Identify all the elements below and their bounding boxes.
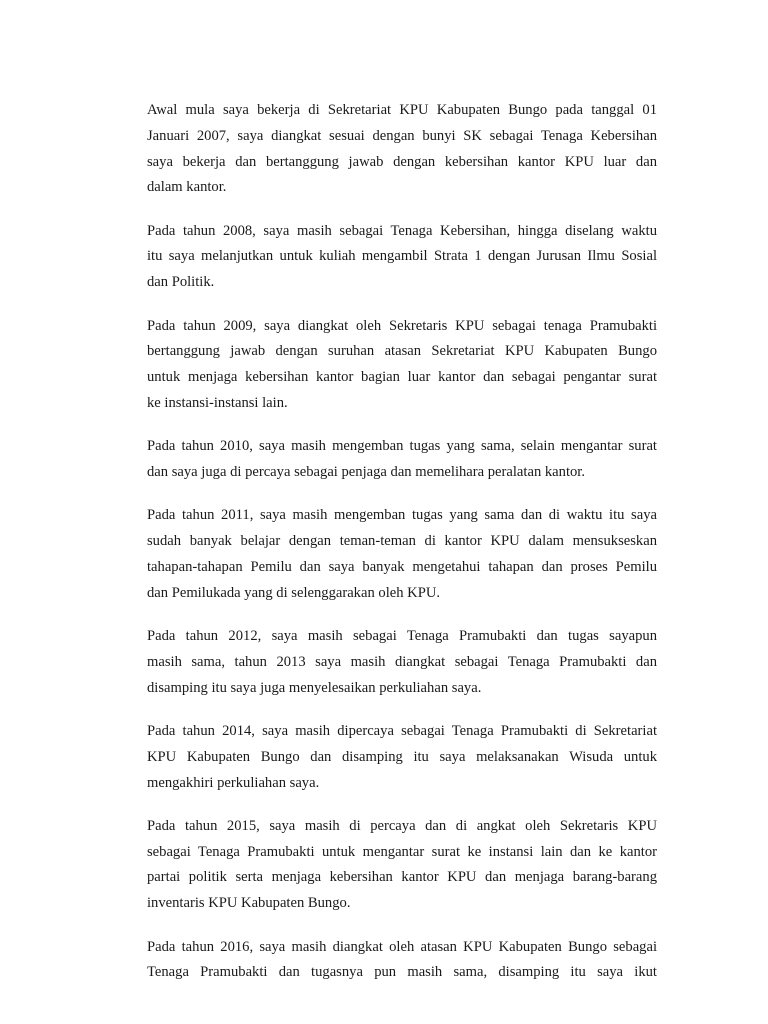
text-line: Pada tahun 2010, saya masih mengemban tugas yang sama, selain mengantar surat	[147, 438, 657, 455]
paragraph-2007	[147, 98, 657, 201]
text-line: Awal mula saya bekerja di Sekretariat KPU Kabupaten Bungo pada tanggal 01	[147, 102, 657, 118]
paragraph-2012	[147, 624, 657, 701]
text-line: sudah banyak belajar dengan teman-teman di kantor KPU dalam mensukseskan	[147, 533, 657, 550]
paragraph-2009	[147, 314, 657, 417]
text-line: Pada tahun 2014, saya masih dipercaya sebagai Tenaga Pramubakti di Sekretariat	[147, 722, 657, 739]
text-line: dan Politik.	[147, 274, 215, 291]
text-line: Pada tahun 2015, saya masih di percaya dan di angkat oleh Sekretaris KPU	[147, 817, 657, 834]
document-body	[147, 98, 657, 1004]
text-line: Januari 2007, saya diangkat sesuai dengan bunyi SK sebagai Tenaga Kebersihan	[147, 127, 657, 144]
text-line: disamping itu saya juga menyelesaikan perkuliahan saya.	[147, 679, 482, 696]
text-line: mengakhiri perkuliahan saya.	[147, 774, 320, 791]
text-line: Pada tahun 2011, saya masih mengemban tugas yang sama dan di waktu itu saya	[147, 507, 657, 524]
text-line: tahapan-tahapan Pemilu dan saya banyak mengetahui tahapan dan proses Pemilu	[147, 558, 657, 575]
text-line: saya bekerja dan bertanggung jawab dengan kebersihan kantor KPU luar dan	[147, 153, 657, 170]
text-line: masih sama, tahun 2013 saya masih diangkat sebagai Tenaga Pramubakti dan	[147, 653, 657, 670]
text-line: bertanggung jawab dengan suruhan atasan Sekretariat KPU Kabupaten Bungo	[147, 343, 657, 360]
text-line: Tenaga Pramubakti dan tugasnya pun masih sama, disamping itu saya ikut	[147, 964, 657, 981]
text-line: inventaris KPU Kabupaten Bungo.	[147, 895, 351, 912]
text-line: dan saya juga di percaya sebagai penjaga dan memelihara peralatan kantor.	[147, 464, 586, 481]
paragraph-2011	[147, 503, 657, 606]
text-line: Pada tahun 2012, saya masih sebagai Tenaga Pramubakti dan tugas sayapun	[147, 628, 657, 645]
text-line: sebagai Tenaga Pramubakti untuk mengantar surat ke instansi lain dan ke kantor	[147, 843, 657, 860]
paragraph-2010	[147, 434, 657, 486]
text-line: Pada tahun 2009, saya diangkat oleh Sekretaris KPU sebagai tenaga Pramubakti	[147, 317, 657, 334]
text-line: untuk menjaga kebersihan kantor bagian luar kantor dan sebagai pengantar surat	[147, 369, 657, 386]
text-line: dan Pemilukada yang di selenggarakan oleh KPU.	[147, 584, 441, 601]
text-line: dalam kantor.	[147, 179, 227, 196]
text-line: partai politik serta menjaga kebersihan kantor KPU dan menjaga barang-barang	[147, 869, 657, 886]
paragraph-2008	[147, 219, 657, 296]
text-line: Pada tahun 2016, saya masih diangkat oleh atasan KPU Kabupaten Bungo sebagai	[147, 938, 657, 955]
paragraph-2016	[147, 935, 657, 987]
text-line: Pada tahun 2008, saya masih sebagai Tenaga Kebersihan, hingga diselang waktu	[147, 222, 657, 239]
paragraph-2014	[147, 719, 657, 796]
text-line: itu saya melanjutkan untuk kuliah mengambil Strata 1 dengan Jurusan Ilmu Sosial	[147, 248, 657, 265]
text-line: ke instansi-instansi lain.	[147, 394, 288, 411]
paragraph-2015	[147, 814, 657, 917]
text-line: KPU Kabupaten Bungo dan disamping itu saya melaksanakan Wisuda untuk	[147, 748, 657, 765]
